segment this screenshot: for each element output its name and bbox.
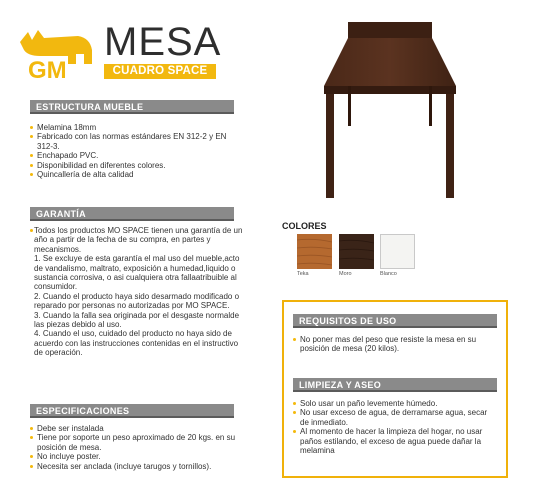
list-item: Quincallería de alta calidad bbox=[30, 170, 240, 179]
especificaciones-list bbox=[30, 424, 244, 471]
list-item: No incluye poster. bbox=[30, 452, 244, 461]
list-item: No usar exceso de agua, de derramarse agua, secar de inmediato. bbox=[293, 408, 493, 427]
brand-logo bbox=[18, 24, 96, 82]
list-item: Solo usar un paño levemente húmedo. bbox=[293, 399, 493, 408]
list-item: Debe ser instalada bbox=[30, 424, 244, 433]
svg-text:GM: GM bbox=[28, 57, 67, 82]
garantia-bullet-icon bbox=[30, 229, 33, 232]
list-item: Melamina 18mm bbox=[30, 123, 240, 132]
swatch-label-teka: Teka bbox=[297, 271, 309, 277]
table-product-image bbox=[318, 22, 458, 198]
subtitle-banner bbox=[104, 64, 216, 79]
page-title: MESA bbox=[104, 20, 222, 64]
list-item: Enchapado PVC. bbox=[30, 151, 240, 160]
requisitos-list bbox=[293, 335, 493, 354]
garantia-header: GARANTÍA bbox=[30, 207, 234, 221]
swatch-label-blanco: Blanco bbox=[380, 271, 397, 277]
list-item: Al momento de hacer la limpieza del hogar, no usar paños estilando, el exceso de agua puede dañar la melamina bbox=[293, 427, 493, 455]
estructura-list bbox=[30, 123, 240, 179]
wall-table-icon bbox=[318, 22, 458, 198]
list-item: Necesita ser anclada (incluye tarugos y tornillos). bbox=[30, 462, 244, 471]
colores-title: COLORES bbox=[282, 221, 327, 231]
garantia-text: Todos los productos MO SPACE tienen una garantía de un año a partir de la fecha de su compra, en partes y mecanismos. 1. Se excluye de esta garantía el mal uso del mueble,acto de vandalismo, maltrato, exposición a humedad,liquido o sustancia corrosiva, o asi cualquiera otra fallaatribuible al consumidor. 2. Cuando el producto haya sido desarmado modificado o reparado por personas no autorizadas por MO SPACE. 3. Cuando la falla sea originada por el desgaste normalde las piezas debido al uso. 4. Cuando el uso, cuidado del producto no haya sido de acuerdo con las instrucciones contenidas en el instructivo de operación. bbox=[34, 226, 243, 358]
list-item: Tiene por soporte un peso aproximado de 20 kgs. en su posición de mesa. bbox=[30, 433, 244, 452]
rhino-logo-icon bbox=[18, 24, 96, 82]
estructura-header: ESTRUCTURA MUEBLE bbox=[30, 100, 234, 114]
limpieza-header: LIMPIEZA Y ASEO bbox=[293, 378, 497, 392]
swatch-teka bbox=[297, 234, 332, 269]
limpieza-list bbox=[293, 399, 493, 455]
subtitle-text: CUADRO SPACE bbox=[112, 65, 208, 77]
list-item: No poner mas del peso que resiste la mesa en su posición de mesa (20 kilos). bbox=[293, 335, 493, 354]
moro-wood-texture bbox=[339, 234, 374, 269]
especificaciones-header: ESPECIFICACIONES bbox=[30, 404, 234, 418]
swatch-label-moro: Moro bbox=[339, 271, 352, 277]
teka-wood-texture bbox=[297, 234, 332, 269]
swatch-moro bbox=[339, 234, 374, 269]
list-item: Fabricado con las normas estándares EN 312-2 y EN 312-3. bbox=[30, 132, 240, 151]
swatch-blanco bbox=[380, 234, 415, 269]
list-item: Disponibilidad en diferentes colores. bbox=[30, 161, 240, 170]
requisitos-header: REQUISITOS DE USO bbox=[293, 314, 497, 328]
